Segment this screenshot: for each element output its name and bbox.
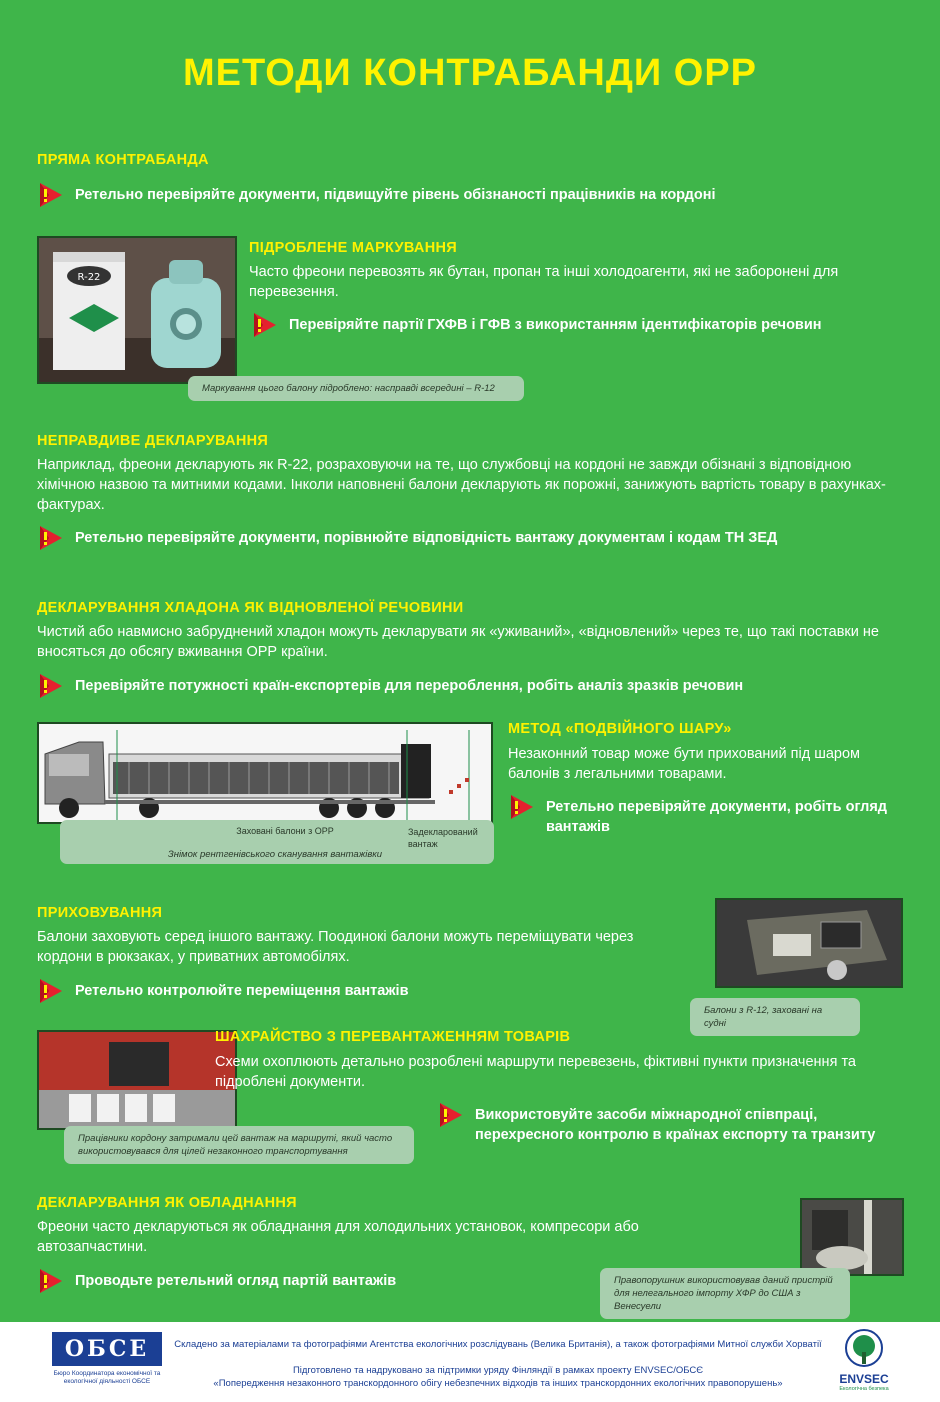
section-heading-equipment: ДЕКЛАРУВАННЯ ЯК ОБЛАДНАННЯ <box>37 1195 297 1211</box>
detained-cargo-image <box>39 1032 235 1128</box>
warning-icon <box>251 312 277 338</box>
xray-truck-image <box>39 724 491 822</box>
warning-icon <box>437 1102 463 1128</box>
envsec-subtitle: Екологічна безпека <box>839 1386 889 1392</box>
section-heading-fake-label: ПІДРОБЛЕНЕ МАРКУВАННЯ <box>249 240 457 256</box>
warning-direct <box>37 185 897 208</box>
caption-ship: Балони з R-12, заховані на судні <box>690 998 860 1036</box>
warning-text: Ретельно перевіряйте документи, порівнюйте відповідність вантажу документам і кодам ТН ЗЕД <box>75 530 778 546</box>
smuggling-device-image <box>802 1200 902 1274</box>
warning-text: Ретельно контролюйте переміщення вантажів <box>75 983 409 999</box>
photo-transshipment <box>37 1030 237 1130</box>
warning-icon <box>37 182 63 208</box>
footer-project: «Попередження незаконного транскордонного обігу небезпечних відходів та інших транскордонних екологічних правопорушень» <box>213 1378 783 1389</box>
text-transshipment: Схеми охоплюють детально розроблені маршрути перевезень, фіктивні пункти призначення та підроблені документи. <box>215 1054 856 1090</box>
warning-recovered <box>37 676 907 699</box>
warning-equipment <box>37 1271 677 1294</box>
text-fake-label: Часто фреони перевозять як бутан, пропан та інші холодоагенти, які не заборонені для перевезення. <box>249 264 839 300</box>
warning-double-layer <box>508 797 888 837</box>
refrigerant-box-and-cylinder-image <box>39 238 237 384</box>
section-heading-double-layer: МЕТОД «ПОДВІЙНОГО ШАРУ» <box>508 721 732 737</box>
page-title: МЕТОДИ КОНТРАБАНДИ ОРР <box>182 52 758 94</box>
footer <box>0 1322 940 1402</box>
section-heading-concealment: ПРИХОВУВАННЯ <box>37 905 163 921</box>
osce-logo-text: ОБСЕ <box>64 1336 150 1362</box>
text-false-declaration: Наприклад, фреони декларують як R-22, розраховуючи на те, що службовці на кордоні не завжди обізнані з відповідною хімічною назвою та митними кодами. Інколи наповнені балони декларують як порожні, занижують вартість товару в рахунках-фактурах. <box>37 457 886 513</box>
warning-icon <box>37 525 63 551</box>
caption-device: Правопорушник використовував даний пристрій для нелегального імпорту ХФР до США з Венесуели <box>600 1268 850 1319</box>
label-hidden-cylinders: Заховані балони з ОРР <box>236 826 334 836</box>
text-concealment: Балони заховують серед іншого вантажу. Поодинокі балони можуть переміщувати через кордони в рюкзаках, у приватних автомобілях. <box>37 929 634 965</box>
photo-ship-cylinders <box>715 898 903 988</box>
warning-text: Ретельно перевіряйте документи, підвищуйте рівень обізнаності працівників на кордоні <box>75 187 716 203</box>
warning-icon <box>37 1268 63 1294</box>
warning-icon <box>37 673 63 699</box>
photo-fake-label <box>37 236 237 384</box>
footer-credits: Складено за матеріалами та фотографіями Агентства екологічних розслідувань (Велика Британія), а також фотографіями Митної служби Хорватії <box>174 1339 822 1350</box>
envsec-logo-text: ENVSEC <box>839 1372 889 1386</box>
warning-icon <box>37 978 63 1004</box>
box-label: R-22 <box>77 272 101 283</box>
ship-hidden-cylinders-image <box>717 900 901 986</box>
section-heading-direct: ПРЯМА КОНТРАБАНДА <box>37 152 209 168</box>
caption-xray: Знімок рентгенівського сканування вантажівки <box>167 849 383 860</box>
warning-false-declaration <box>37 528 907 551</box>
warning-text: Використовуйте засоби міжнародної співпраці, перехресного контролю в країнах експорту та транзиту <box>475 1107 876 1143</box>
warning-text: Проводьте ретельний огляд партій вантажів <box>75 1273 397 1289</box>
caption-fake-label: Маркування цього балону підроблено: насправді всередині – R-12 <box>188 376 524 401</box>
warning-icon <box>508 794 534 820</box>
warning-fake-label <box>251 315 891 338</box>
photo-xray-truck <box>37 722 493 824</box>
warning-text: Перевіряйте потужності країн-експортерів для перероблення, робіть аналіз зразків речовин <box>75 678 744 694</box>
tree-icon <box>834 1328 894 1376</box>
osce-subtitle: Бюро Координатора економічної та екологічної діяльності ОБСЕ <box>53 1370 161 1385</box>
warning-concealment <box>37 981 687 1004</box>
warning-transshipment <box>437 1105 907 1145</box>
envsec-logo <box>834 1328 894 1376</box>
warning-text: Ретельно перевіряйте документи, робіть огляд вантажів <box>546 799 888 835</box>
text-recovered: Чистий або навмисно забруднений хладон можуть декларувати як «уживаний», «відновлений» через те, що такі поставки не вносяться до обсягу вживання ОРР країни. <box>37 624 879 660</box>
footer-support: Підготовлено та надруковано за підтримки уряду Фінляндії в рамках проекту ENVSEC/ОБСЄ <box>292 1365 704 1376</box>
text-equipment: Фреони часто декларуються як обладнання для холодильних установок, компресори або автозапчастини. <box>37 1219 639 1255</box>
section-heading-false-declaration: НЕПРАВДИВЕ ДЕКЛАРУВАННЯ <box>37 433 269 449</box>
section-heading-recovered: ДЕКЛАРУВАННЯ ХЛАДОНА ЯК ВІДНОВЛЕНОЇ РЕЧОВИНИ <box>37 600 464 616</box>
section-heading-transshipment: ШАХРАЙСТВО З ПЕРЕВАНТАЖЕННЯМ ТОВАРІВ <box>215 1029 571 1045</box>
osce-logo <box>52 1332 162 1366</box>
text-double-layer: Незаконний товар може бути прихований під шаром балонів з легальними товарами. <box>508 746 861 782</box>
photo-device <box>800 1198 904 1276</box>
caption-transshipment: Працівники кордону затримали цей вантаж на маршруті, який часто використовувався для цілей незаконного транспортування <box>64 1126 414 1164</box>
warning-text: Перевіряйте партії ГХФВ і ГФВ з використанням ідентифікаторів речовин <box>289 317 822 333</box>
label-declared-cargo: Задекларований вантаж <box>408 827 478 849</box>
